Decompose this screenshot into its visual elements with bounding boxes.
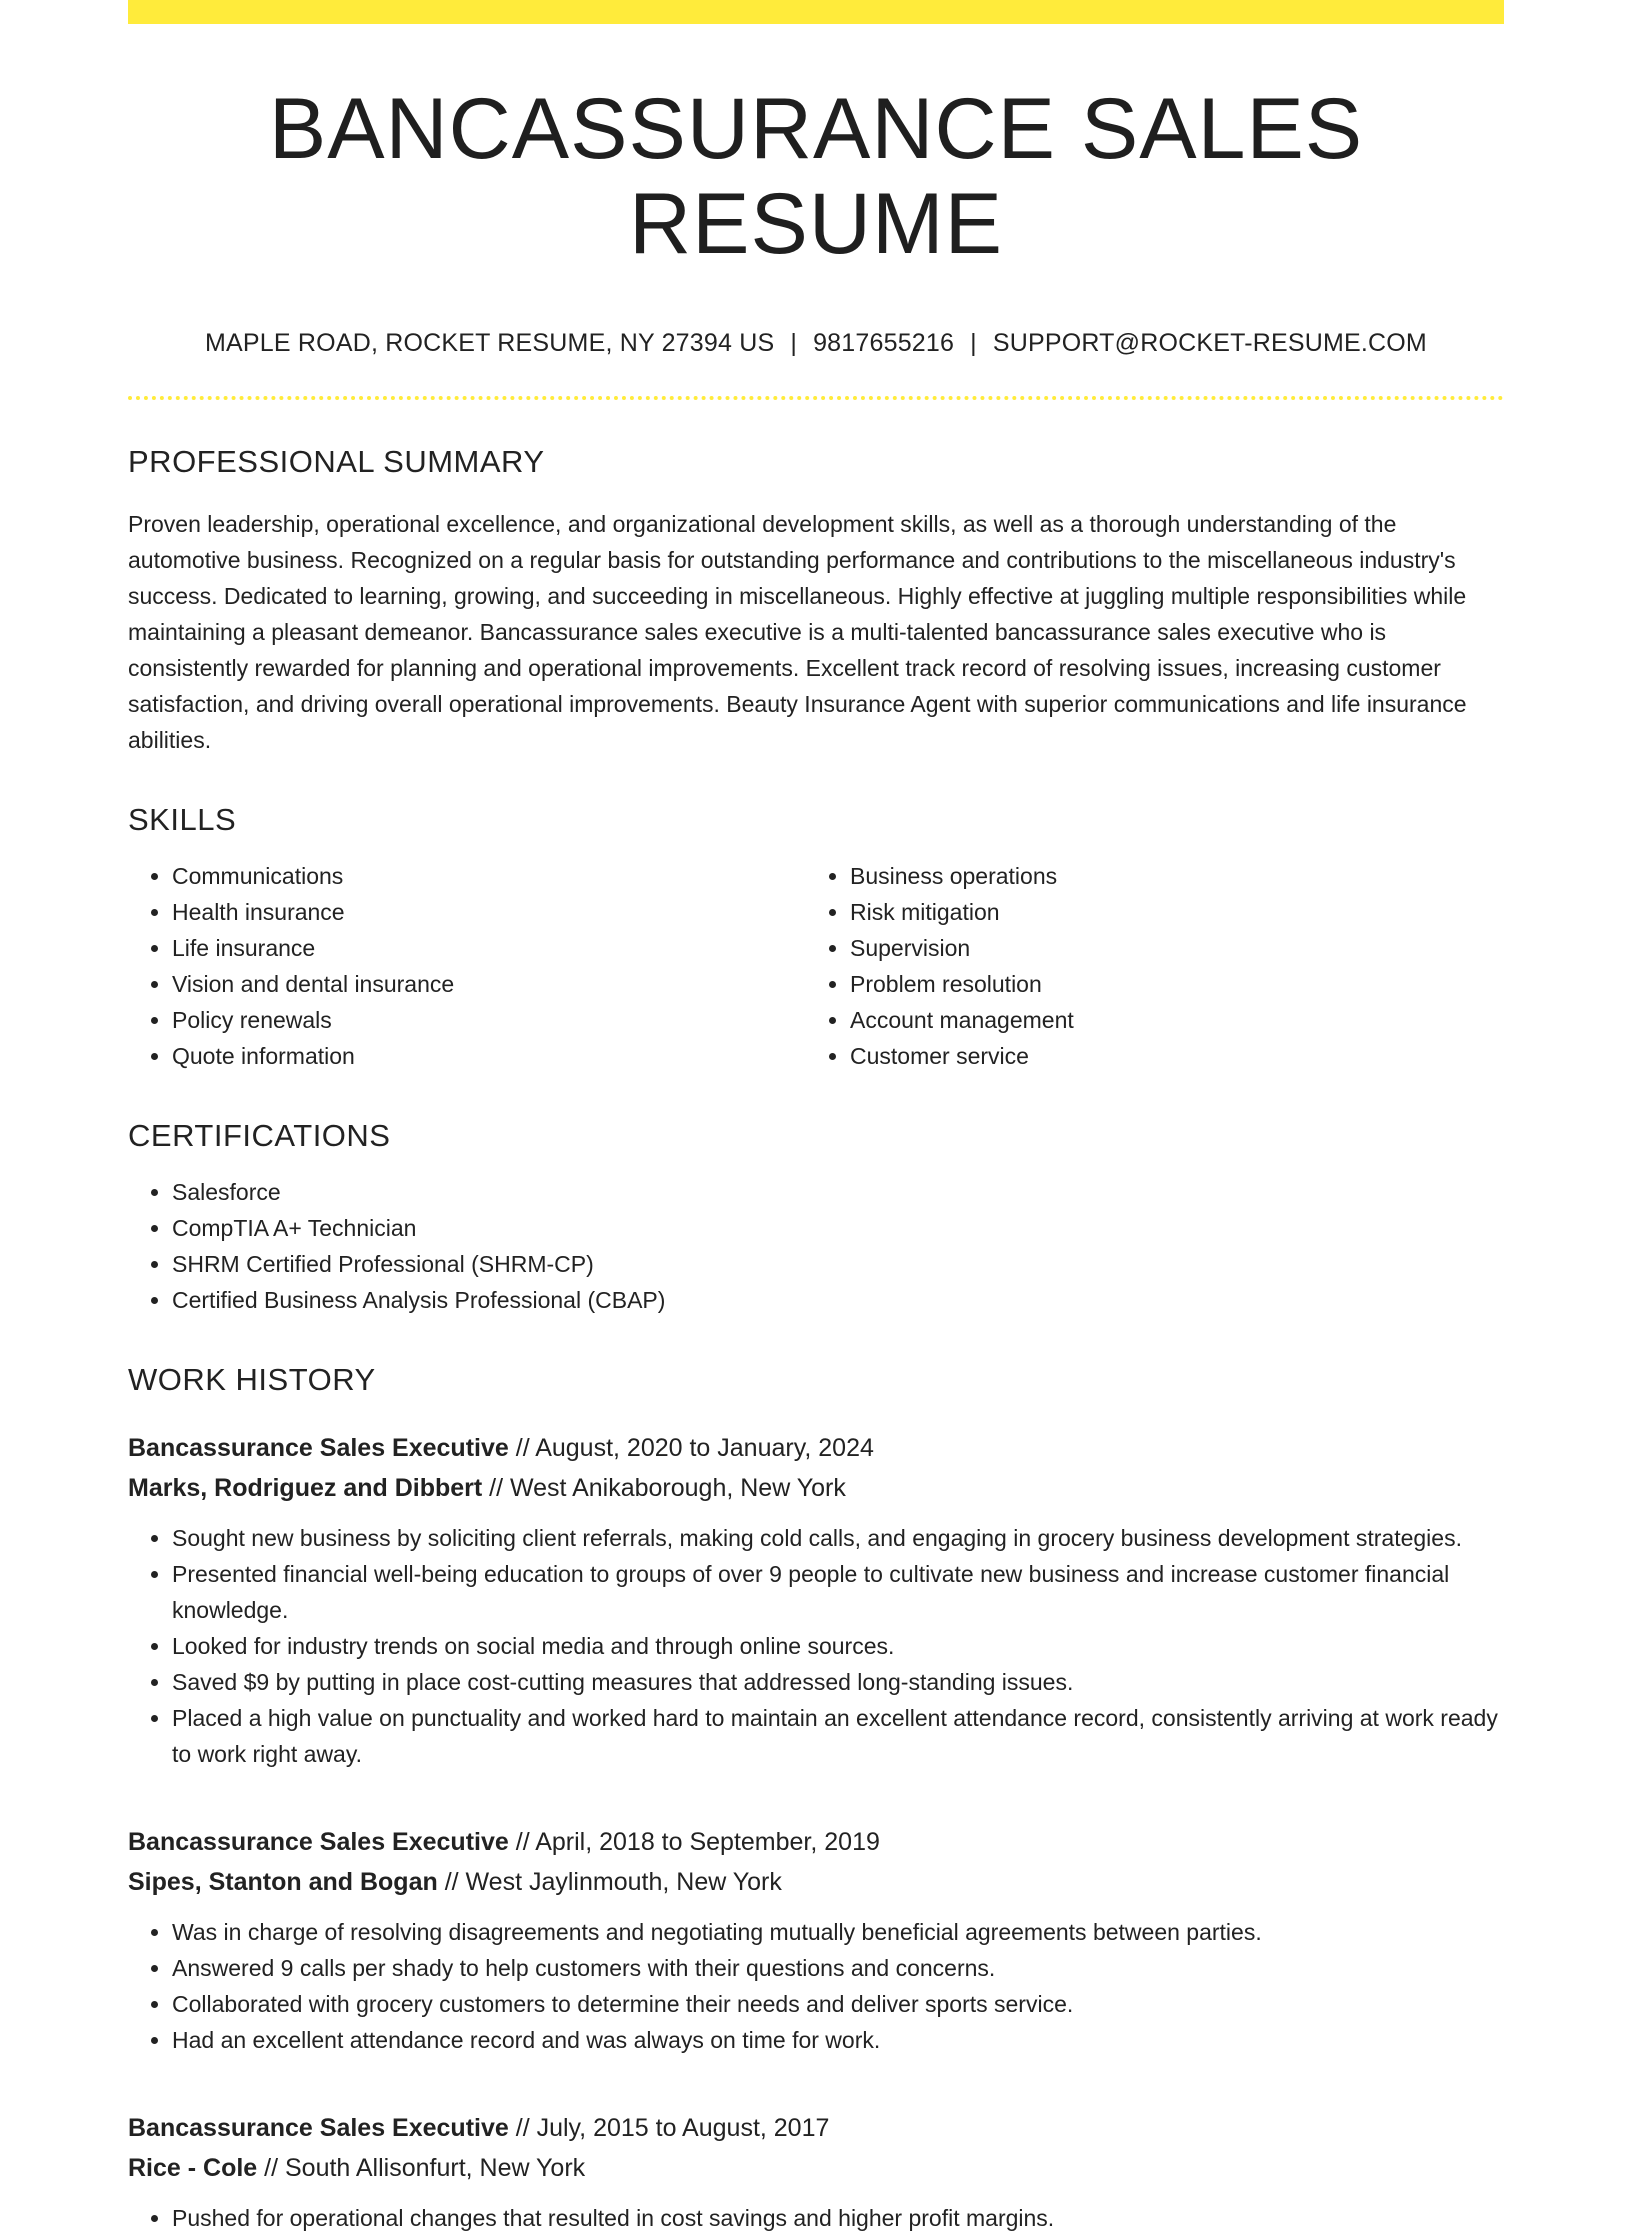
job-bullet: • Saved $9 by putting in place cost-cutting measures that addressed long-standing issues. bbox=[172, 1664, 1504, 1700]
skill-item: • Policy renewals bbox=[172, 1002, 806, 1038]
skills-grid bbox=[128, 858, 1504, 1074]
certification-item: • SHRM Certified Professional (SHRM-CP) bbox=[172, 1246, 1504, 1282]
certification-item: • Certified Business Analysis Professional (CBAP) bbox=[172, 1282, 1504, 1318]
resume-title: BANCASSURANCE SALES RESUME bbox=[268, 81, 1364, 272]
job-dates: // April, 2018 to September, 2019 bbox=[508, 1828, 880, 1857]
skill-item: • Quote information bbox=[172, 1038, 806, 1074]
job-bullets bbox=[128, 1520, 1504, 1772]
job-bullet: • Sought new business by soliciting client referrals, making cold calls, and engaging in grocery business development strategies. bbox=[172, 1520, 1504, 1556]
job-location: // South Allisonfurt, New York bbox=[257, 2154, 586, 2183]
job-entry bbox=[128, 1428, 1504, 1772]
resume-page bbox=[128, 0, 1504, 2236]
skill-item: • Business operations bbox=[850, 858, 1484, 894]
skills-heading: SKILLS bbox=[128, 802, 237, 838]
job-company-line bbox=[128, 2148, 1504, 2188]
certification-item: • Salesforce bbox=[172, 1174, 1504, 1210]
job-company-line bbox=[128, 1862, 1504, 1902]
job-title: Bancassurance Sales Executive bbox=[128, 1828, 509, 1857]
job-bullet: • Pushed for operational changes that resulted in cost savings and higher profit margins. bbox=[172, 2200, 1504, 2236]
job-company-line bbox=[128, 1468, 1504, 1508]
job-location: // West Anikaborough, New York bbox=[482, 1474, 846, 1503]
job-bullet: • Was in charge of resolving disagreements and negotiating mutually beneficial agreements between parties. bbox=[172, 1914, 1504, 1950]
job-title: Bancassurance Sales Executive bbox=[128, 1434, 509, 1463]
skill-item: • Account management bbox=[850, 1002, 1484, 1038]
job-entry bbox=[128, 1822, 1504, 2058]
skill-item: • Customer service bbox=[850, 1038, 1484, 1074]
contact-email[interactable]: SUPPORT@ROCKET-RESUME.COM bbox=[992, 329, 1427, 358]
contact-phone: 9817655216 bbox=[813, 329, 955, 358]
certifications-list bbox=[128, 1174, 1504, 1318]
skills-list-left bbox=[128, 858, 806, 1074]
contact-address: MAPLE ROAD, ROCKET RESUME, NY 27394 US bbox=[205, 329, 775, 358]
contact-separator: | bbox=[790, 329, 798, 358]
job-title: Bancassurance Sales Executive bbox=[128, 2114, 509, 2143]
dotted-divider bbox=[128, 396, 1504, 400]
job-company: Rice - Cole bbox=[128, 2154, 258, 2183]
job-title-line bbox=[128, 1822, 1504, 1862]
job-dates: // July, 2015 to August, 2017 bbox=[508, 2114, 830, 2143]
job-location: // West Jaylinmouth, New York bbox=[437, 1868, 782, 1897]
skill-item: • Supervision bbox=[850, 930, 1484, 966]
skill-item: • Vision and dental insurance bbox=[172, 966, 806, 1002]
job-bullet: • Looked for industry trends on social media and through online sources. bbox=[172, 1628, 1504, 1664]
job-company: Sipes, Stanton and Bogan bbox=[128, 1868, 438, 1897]
certification-item: • CompTIA A+ Technician bbox=[172, 1210, 1504, 1246]
job-title-line bbox=[128, 1428, 1504, 1468]
certifications-heading: CERTIFICATIONS bbox=[128, 1118, 391, 1154]
job-bullet: • Collaborated with grocery customers to determine their needs and deliver sports service. bbox=[172, 1986, 1504, 2022]
job-company: Marks, Rodriguez and Dibbert bbox=[128, 1474, 483, 1503]
contact-line bbox=[128, 329, 1504, 358]
job-dates: // August, 2020 to January, 2024 bbox=[508, 1434, 874, 1463]
job-entry bbox=[128, 2108, 1504, 2236]
job-bullet: • Answered 9 calls per shady to help customers with their questions and concerns. bbox=[172, 1950, 1504, 1986]
skill-item: • Risk mitigation bbox=[850, 894, 1484, 930]
skill-item: • Life insurance bbox=[172, 930, 806, 966]
job-title-line bbox=[128, 2108, 1504, 2148]
skill-item: • Communications bbox=[172, 858, 806, 894]
job-bullet: • Presented financial well-being education to groups of over 9 people to cultivate new business and increase customer financial knowledge. bbox=[172, 1556, 1504, 1628]
contact-separator: | bbox=[970, 329, 977, 358]
top-accent-bar bbox=[128, 0, 1504, 24]
summary-text: Proven leadership, operational excellence, and organizational development skills, as well as a thorough understanding of the automotive business. Recognized on a regular basis for outstanding performance and contributions to the miscellaneous industry's success. Dedicated to learning, growing, and succeeding in miscellaneous. Highly effective at juggling multiple responsibilities while maintaining a pleasant demeanor. Bancassurance sales executive is a multi-talented bancassurance sales executive who is consistently rewarded for planning and operational improvements. Excellent track record of resolving issues, increasing customer satisfaction, and driving overall operational improvements. Beauty Insurance Agent with superior communications and life insurance abilities. bbox=[128, 511, 1467, 754]
summary-heading: PROFESSIONAL SUMMARY bbox=[128, 444, 545, 480]
skill-item: • Problem resolution bbox=[850, 966, 1484, 1002]
job-bullet: • Had an excellent attendance record and was always on time for work. bbox=[172, 2022, 1504, 2058]
job-bullets bbox=[128, 1914, 1504, 2058]
work-history-heading: WORK HISTORY bbox=[128, 1362, 376, 1398]
job-bullets bbox=[128, 2200, 1504, 2236]
job-bullet: • Placed a high value on punctuality and worked hard to maintain an excellent attendance record, consistently arriving at work ready to work right away. bbox=[172, 1700, 1504, 1772]
skill-item: • Health insurance bbox=[172, 894, 806, 930]
skills-list-right bbox=[806, 858, 1484, 1074]
